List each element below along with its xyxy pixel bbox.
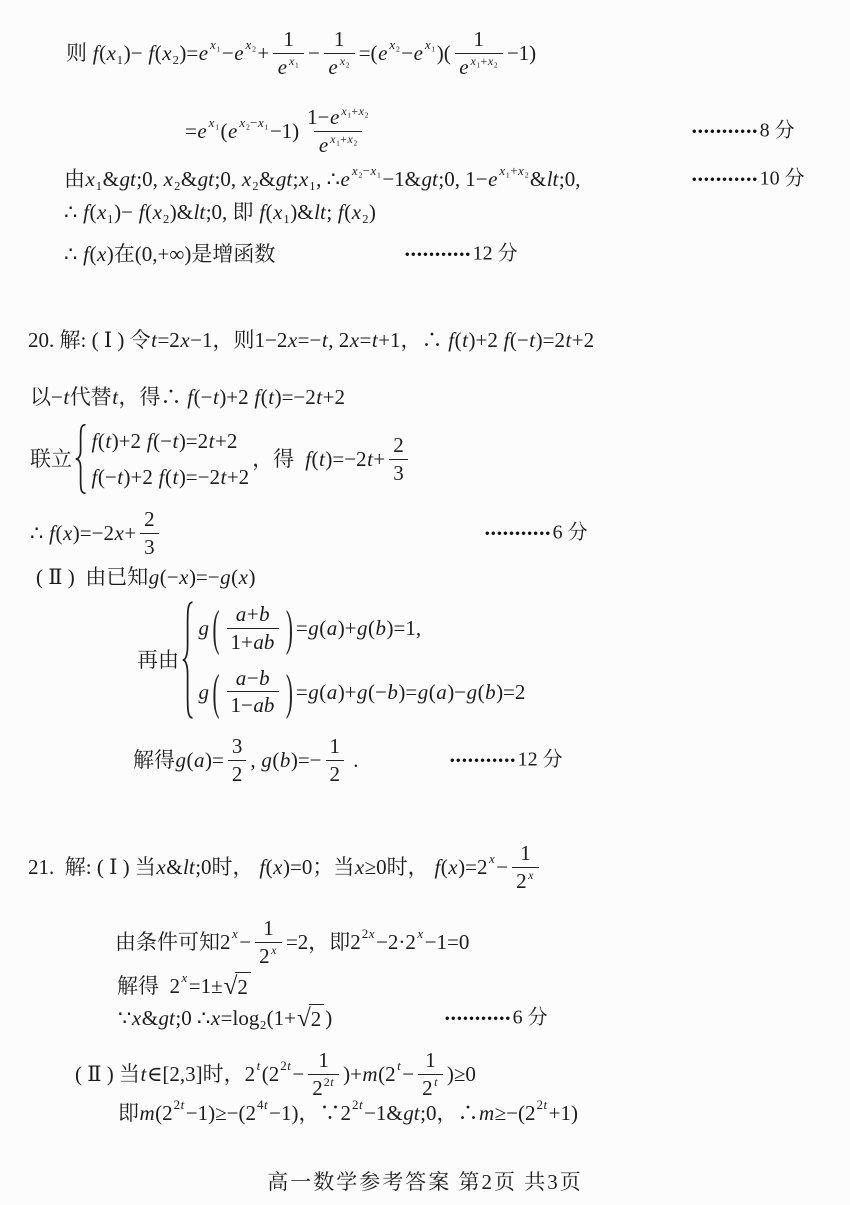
denominator — [418, 1074, 443, 1102]
math-text: ∴ f(x₁)− f(x₂)&lt;0, 即 f(x₁)&lt; f(x₂) — [64, 200, 376, 224]
math-text: 2t — [173, 1097, 185, 1112]
math-text: )+m(2 — [343, 1062, 396, 1087]
numerator — [516, 840, 535, 867]
fraction — [255, 915, 282, 970]
math-text: −1) — [269, 119, 300, 144]
math-text: 1 — [520, 841, 531, 865]
system-row — [198, 601, 525, 656]
denominator — [512, 867, 539, 895]
numerator — [231, 601, 274, 628]
math-text: 3 — [231, 734, 243, 758]
superscript — [257, 1097, 268, 1113]
math-text: 2 — [312, 1075, 323, 1100]
math-line — [64, 163, 805, 192]
denominator — [227, 691, 279, 719]
score-dots-leader: ••••••••••• — [692, 123, 759, 139]
math-text: 1 — [283, 27, 294, 51]
superscript — [537, 1097, 548, 1113]
math-text: 2 — [329, 761, 341, 786]
math-text: x — [488, 851, 495, 867]
math-line — [66, 26, 536, 81]
math-text: 1 — [329, 734, 341, 758]
radicand — [309, 1004, 325, 1032]
math-text: 2 — [237, 975, 248, 999]
fraction — [227, 601, 279, 656]
superscript — [271, 943, 277, 957]
math-text: 2 — [422, 1075, 433, 1100]
system-rows — [91, 428, 249, 490]
math-text: ( Ⅱ ) 当t∈[2,3]时，2 — [75, 1062, 256, 1087]
math-line — [28, 327, 594, 353]
math-line — [118, 1004, 548, 1032]
math-text: x₁+x₂ — [330, 132, 358, 147]
math-text: 解得 2 — [117, 974, 180, 998]
fraction — [324, 26, 355, 81]
math-text: − — [292, 1062, 305, 1087]
denominator — [389, 459, 408, 487]
math-text: x₁ — [424, 37, 436, 53]
denominator — [228, 760, 247, 788]
score-label: 6 分 — [552, 521, 588, 544]
score-label: 10 分 — [759, 167, 805, 190]
math-text: =2，即2 — [285, 930, 361, 955]
math-text: 20. 解: ( Ⅰ ) 令t=2x−1，则1−2x=−t, 2x=t+1，∴ f(t)+2 f(−t)=2t+2 — [28, 328, 595, 352]
math-text: )≥0 — [446, 1062, 476, 1087]
math-text: 由x₁&gt;0, x₂&gt;0, x₂&gt;x₁, ∴e — [64, 167, 350, 191]
math-line — [30, 384, 345, 410]
superscript — [324, 1075, 334, 1089]
math-text: 2 — [310, 1007, 322, 1031]
sqrt-radical — [297, 1004, 324, 1032]
numerator — [326, 733, 345, 760]
numerator — [421, 1047, 440, 1074]
superscript — [351, 163, 381, 179]
big-paren: ) — [285, 599, 293, 657]
math-text: =e — [185, 119, 207, 144]
math-text: 联立 — [30, 446, 72, 471]
math-text: 2 — [516, 868, 527, 893]
math-text: g — [198, 679, 209, 704]
numerator — [140, 506, 159, 533]
math-line — [36, 564, 255, 590]
math-text: 2 — [231, 761, 243, 786]
math-text: 3 — [393, 460, 404, 485]
math-text: e — [318, 132, 329, 157]
superscript — [362, 926, 375, 942]
math-text: +1) — [548, 1101, 578, 1125]
superscript — [174, 1097, 185, 1113]
denominator — [308, 1074, 339, 1102]
math-text: 以−t代替t，得∴ f(−t)+2 f(t)=−2t+2 — [30, 385, 345, 409]
math-text: 即m(2 — [118, 1101, 173, 1125]
math-text: ∵x&gt;0 ∴x=log₂(1+ — [118, 1006, 297, 1030]
math-text: =(e — [358, 41, 388, 66]
score-dots-leader: ••••••••••• — [450, 752, 517, 768]
math-text: x₂ — [245, 37, 257, 53]
fraction — [455, 26, 503, 81]
math-text: − — [402, 1062, 415, 1087]
numerator — [231, 665, 274, 692]
score-label: 8 分 — [759, 119, 795, 142]
math-text: 3 — [144, 534, 155, 559]
math-text: 1 — [318, 1048, 329, 1072]
superscript — [424, 37, 435, 53]
numerator — [314, 1047, 333, 1074]
math-text: (e — [220, 119, 238, 144]
score-dots-leader: ••••••••••• — [485, 525, 552, 541]
score-label: 12 分 — [472, 242, 518, 265]
page-footer: 高一数学参考答案 第2页 共3页 — [267, 1170, 583, 1194]
superscript — [239, 115, 269, 131]
math-text: t — [434, 1075, 438, 1090]
sqrt-radical — [224, 972, 251, 1000]
math-text: 2x — [361, 926, 375, 942]
equation-system — [75, 424, 249, 494]
math-text: −1&gt;0, 1−e — [382, 167, 498, 191]
score-marker — [692, 167, 805, 192]
superscript — [341, 104, 369, 118]
math-text: ∴ f(x)在(0,+∞)是增函数 — [64, 242, 276, 266]
numerator — [470, 26, 489, 53]
superscript — [339, 54, 350, 68]
math-text: x — [528, 868, 534, 883]
math-text: − — [308, 41, 320, 66]
score-marker — [450, 748, 563, 773]
math-text: 2t — [280, 1058, 291, 1074]
numerator — [330, 26, 349, 53]
math-text: − — [239, 930, 252, 955]
math-line — [64, 199, 376, 225]
math-text: x — [417, 926, 424, 942]
math-text: x₁+x₂ — [470, 54, 498, 69]
math-line — [117, 972, 252, 1000]
curly-brace-icon — [75, 424, 89, 494]
score-label: 6 分 — [512, 1006, 548, 1029]
math-text: 1 — [473, 27, 485, 51]
math-text: . — [348, 748, 359, 773]
math-text: −1)≥−(2 — [185, 1101, 256, 1125]
math-text: x — [271, 943, 277, 958]
numerator — [389, 432, 408, 459]
superscript — [470, 54, 498, 68]
big-paren: ) — [285, 663, 293, 720]
superscript — [330, 132, 358, 146]
math-text: 2t — [323, 1075, 334, 1090]
math-line — [185, 104, 795, 159]
denominator — [255, 942, 282, 970]
math-text: x₂−x₁ — [239, 115, 269, 131]
math-line — [30, 506, 588, 561]
math-text: 再由 — [137, 647, 179, 672]
math-text: &lt;0, — [529, 167, 581, 191]
math-text: )( — [436, 41, 451, 66]
math-text: x — [181, 970, 188, 985]
math-text: x₂ — [339, 54, 350, 69]
math-line — [133, 733, 563, 788]
fraction — [418, 1047, 443, 1102]
denominator — [455, 53, 503, 81]
superscript — [245, 37, 256, 53]
math-text: 2 — [259, 943, 270, 968]
fraction — [512, 840, 539, 895]
math-text: a+b — [235, 602, 270, 626]
denominator — [140, 533, 159, 561]
radical-sign-icon: √ — [297, 1004, 311, 1032]
score-dots-leader: ••••••••••• — [405, 246, 472, 261]
math-text: =g(a)+g(−b)=g(a)−g(b)=2 — [295, 679, 526, 704]
math-text: ∴ f(x)=−2x+ — [30, 521, 137, 546]
math-text: 1−ab — [230, 693, 275, 718]
math-text: x₁ — [208, 115, 220, 131]
math-text: 1−e — [307, 105, 340, 129]
math-text: =g(a)+g(b)=1, — [295, 616, 422, 641]
math-text: + — [257, 41, 270, 66]
math-text: x₂−x₁ — [351, 163, 382, 178]
denominator — [326, 760, 345, 788]
equation-system — [182, 601, 525, 719]
superscript — [280, 1058, 291, 1074]
fraction — [303, 104, 373, 159]
math-text: f(t)+2 f(−t)=2t+2 — [91, 429, 238, 454]
system-row — [91, 464, 249, 490]
math-text: −e — [401, 41, 423, 66]
math-text: e — [328, 54, 338, 79]
math-text: t — [256, 1058, 261, 1074]
big-paren: ( — [212, 663, 220, 720]
denominator — [227, 628, 279, 656]
math-text: t — [397, 1058, 401, 1074]
math-text: 2 — [393, 432, 404, 457]
math-text: x₁ — [289, 54, 300, 69]
math-text: ( Ⅱ ) 由已知g(−x)=−g(x) — [36, 565, 256, 589]
math-text: ，得 f(t)=−2t+ — [252, 446, 386, 471]
math-text: −1&gt;0，∴m≥−(2 — [364, 1101, 536, 1125]
math-line — [28, 840, 543, 895]
math-text: −2·2 — [376, 930, 416, 955]
score-label: 12 分 — [517, 748, 563, 771]
math-line — [137, 601, 528, 719]
math-text: 解得g(a)= — [133, 748, 224, 773]
superscript — [417, 926, 424, 942]
math-text: 21. 解: ( Ⅰ ) 当x&lt;0时， f(x)=0；当x≥0时， f(x)=2 — [28, 855, 488, 880]
radical-sign-icon: √ — [223, 972, 238, 1000]
math-text: e — [277, 54, 288, 79]
math-text: x₂ — [389, 37, 401, 53]
fraction — [326, 733, 345, 788]
math-line — [75, 1047, 476, 1102]
numerator — [279, 26, 298, 53]
math-text: 2t — [536, 1097, 548, 1112]
superscript — [256, 1058, 261, 1074]
numerator — [259, 915, 278, 942]
math-text: a−b — [235, 665, 270, 690]
math-text: 1 — [425, 1048, 436, 1072]
math-text: −1) — [506, 41, 537, 66]
math-text: ) — [325, 1006, 333, 1030]
math-text: x₁+x₂ — [499, 163, 529, 178]
math-text: −e — [221, 41, 244, 66]
superscript — [389, 37, 400, 53]
system-row — [91, 428, 249, 454]
fraction — [227, 665, 279, 720]
superscript — [208, 115, 219, 131]
fraction — [140, 506, 159, 561]
superscript — [210, 37, 221, 53]
denominator — [324, 53, 355, 81]
math-line — [118, 1097, 578, 1126]
math-text: (2 — [261, 1062, 280, 1087]
math-text: −1=0 — [424, 930, 470, 955]
score-marker — [405, 242, 518, 267]
math-text: 2t — [351, 1097, 363, 1112]
math-line — [30, 424, 412, 494]
math-text: 1 — [334, 27, 345, 51]
math-text: 4t — [257, 1097, 268, 1112]
math-text: f(−t)+2 f(t)=−2t+2 — [91, 464, 250, 489]
score-marker — [692, 119, 795, 144]
radicand — [235, 972, 251, 1000]
math-line — [64, 241, 518, 267]
fraction — [308, 1047, 339, 1102]
fraction — [273, 26, 304, 81]
superscript — [434, 1075, 438, 1089]
math-text: −1)，∵2 — [269, 1101, 351, 1125]
math-line — [115, 915, 469, 970]
superscript — [397, 1058, 402, 1074]
superscript — [528, 868, 534, 882]
math-text: 则 f(x₁)− f(x₂)=e — [66, 41, 209, 66]
fraction — [228, 733, 247, 788]
denominator — [314, 131, 362, 159]
score-marker — [485, 521, 588, 546]
fraction — [389, 432, 408, 487]
numerator — [228, 733, 247, 760]
math-text: 由条件可知2 — [115, 930, 231, 955]
score-marker — [445, 1006, 548, 1031]
superscript — [181, 970, 188, 986]
superscript — [232, 926, 239, 942]
math-text: =1± — [188, 974, 223, 998]
denominator — [273, 53, 304, 81]
math-text: 2 — [144, 507, 155, 531]
system-rows — [198, 601, 525, 719]
math-text: x — [232, 926, 238, 942]
curly-brace-icon — [182, 601, 196, 719]
math-text: x₁ — [210, 37, 221, 53]
superscript — [499, 163, 529, 179]
numerator — [303, 104, 373, 131]
math-text: x₁+x₂ — [341, 104, 369, 119]
superscript — [289, 54, 300, 68]
superscript — [352, 1097, 363, 1113]
math-text: g — [198, 616, 209, 641]
math-text: e — [459, 54, 469, 79]
math-text: 1+ab — [230, 629, 275, 654]
math-text: 1 — [263, 916, 274, 940]
big-paren: ( — [212, 599, 220, 657]
math-text: − — [496, 855, 509, 880]
score-dots-leader: ••••••••••• — [692, 171, 759, 186]
score-dots-leader: ••••••••••• — [445, 1010, 512, 1025]
superscript — [488, 851, 495, 867]
math-text: , g(b)=− — [250, 748, 322, 773]
system-row — [198, 665, 525, 720]
